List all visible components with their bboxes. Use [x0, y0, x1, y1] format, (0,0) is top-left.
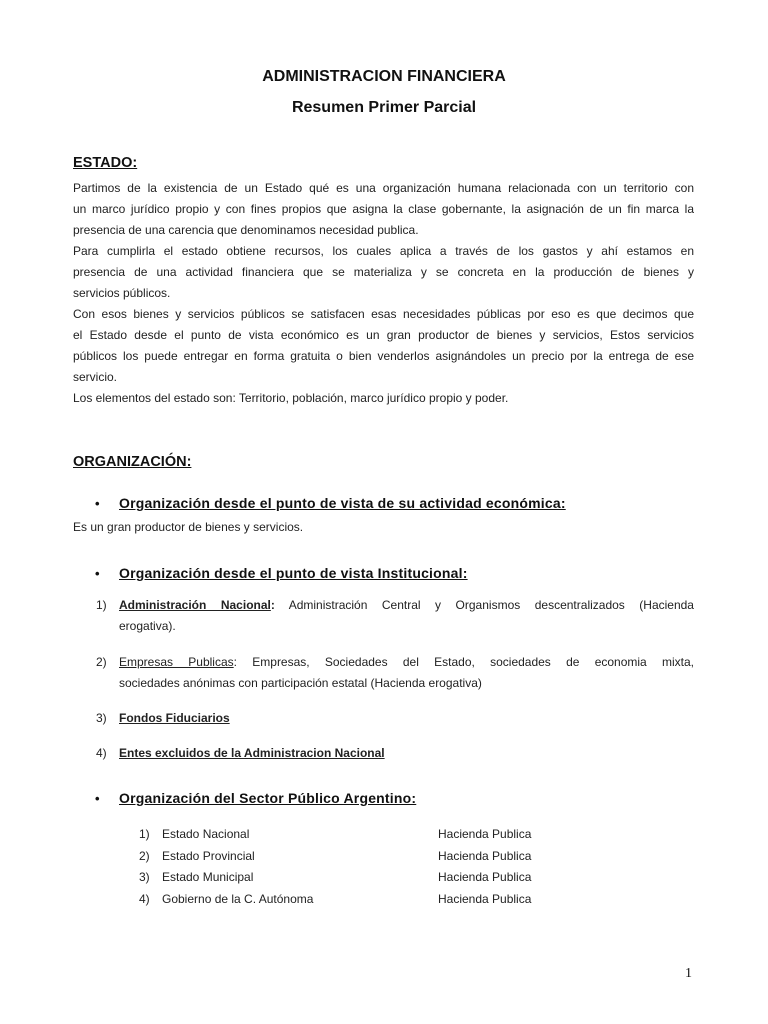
list-value: Hacienda Publica	[438, 870, 532, 884]
estado-line: un marco jurídico propio y con fines propios que asigna la clase gobernante, la asignación de un fin marca la	[73, 202, 694, 216]
page-number: 1	[685, 966, 692, 981]
list-line	[119, 595, 694, 616]
list-number: 1)	[139, 827, 150, 841]
list-number: 3)	[139, 870, 150, 884]
estado-line: Los elementos del estado son: Territorio, población, marco jurídico propio y poder.	[73, 391, 509, 405]
list-term-separator: :	[233, 655, 237, 669]
list-term: Empresas Publicas	[119, 655, 234, 669]
bullet-sector-publico	[95, 790, 416, 806]
bullet-heading: Organización desde el punto de vista de su actividad económica:	[119, 495, 566, 511]
list-line: erogativa).	[119, 619, 176, 633]
list-number: 4)	[139, 891, 150, 906]
estado-paragraph	[73, 178, 694, 409]
list-line: sociedades anónimas con participación estatal (Hacienda erogativa)	[119, 676, 482, 690]
list-number: 4)	[96, 746, 107, 760]
section-heading-organizacion: ORGANIZACIÓN:	[73, 454, 192, 470]
bullet-heading: Organización desde el punto de vista Institucional:	[119, 565, 468, 581]
list-number: 2)	[96, 655, 107, 669]
bullet-body-text: Es un gran productor de bienes y servicios.	[73, 520, 304, 534]
list-item	[139, 849, 559, 871]
estado-line: Partimos de la existencia de un Estado qué es una organización humana relacionada con un territorio con	[73, 181, 694, 195]
list-term-separator: :	[270, 598, 275, 612]
estado-line: presencia de una actividad financiera que se materializa y se concreta en la producción de bienes y	[73, 265, 694, 279]
list-value: Hacienda Publica	[438, 827, 532, 841]
list-item	[139, 892, 559, 914]
bullet-heading: Organización del Sector Público Argentino:	[119, 790, 417, 806]
estado-line: servicio.	[73, 370, 118, 384]
estado-line: el Estado desde el punto de vista económico es un gran productor de bienes y servicios, Estos servicios	[73, 328, 694, 342]
bullet-icon: •	[95, 496, 100, 511]
list-term: Entes excluidos de la Administracion Nacional	[119, 746, 385, 760]
list-value: Hacienda Publica	[438, 891, 532, 906]
list-name: Estado Provincial	[162, 848, 255, 863]
estado-line: Con esos bienes y servicios públicos se satisfacen esas necesidades públicas por eso es que decimos que	[73, 307, 694, 321]
list-line	[119, 652, 694, 673]
list-term: Fondos Fiduciarios	[119, 711, 230, 725]
list-number: 3)	[96, 711, 107, 725]
bullet-actividad-economica	[95, 495, 566, 511]
list-name: Estado Municipal	[162, 870, 254, 884]
estado-line: servicios públicos.	[73, 286, 171, 300]
list-term: Administración Nacional	[119, 598, 271, 612]
list-item-entes-excluidos	[96, 743, 694, 764]
estado-line: Para cumplirla el estado obtiene recursos, los cuales aplica a través de los gastos y ahí estamos en	[73, 244, 694, 258]
estado-line: públicos los puede entregar en forma gratuita o bien venderlos asignándoles un precio por la entrega de ese	[73, 349, 694, 363]
list-value: Hacienda Publica	[438, 848, 532, 863]
list-item-administracion-nacional	[96, 595, 694, 637]
list-number: 1)	[96, 598, 107, 612]
document-title: ADMINISTRACION FINANCIERA	[262, 68, 506, 85]
list-item	[139, 870, 559, 892]
bullet-institucional	[95, 565, 468, 581]
list-number: 2)	[139, 848, 150, 863]
list-item-fondos-fiduciarios	[96, 708, 694, 729]
document-subtitle: Resumen Primer Parcial	[291, 99, 477, 116]
estado-line: presencia de una carencia que denominamos necesidad publica.	[73, 223, 419, 237]
list-text: Empresas, Sociedades del Estado, sociedades de economia mixta,	[237, 655, 694, 669]
list-name: Gobierno de la C. Autónoma	[162, 891, 314, 906]
list-item-empresas-publicas	[96, 652, 694, 694]
sector-publico-list	[139, 827, 559, 913]
list-item	[139, 827, 559, 849]
section-heading-estado: ESTADO:	[73, 155, 138, 171]
bullet-icon: •	[95, 566, 100, 581]
list-name: Estado Nacional	[162, 827, 250, 841]
bullet-icon: •	[95, 791, 100, 806]
list-text: Administración Central y Organismos descentralizados (Hacienda	[274, 598, 694, 612]
